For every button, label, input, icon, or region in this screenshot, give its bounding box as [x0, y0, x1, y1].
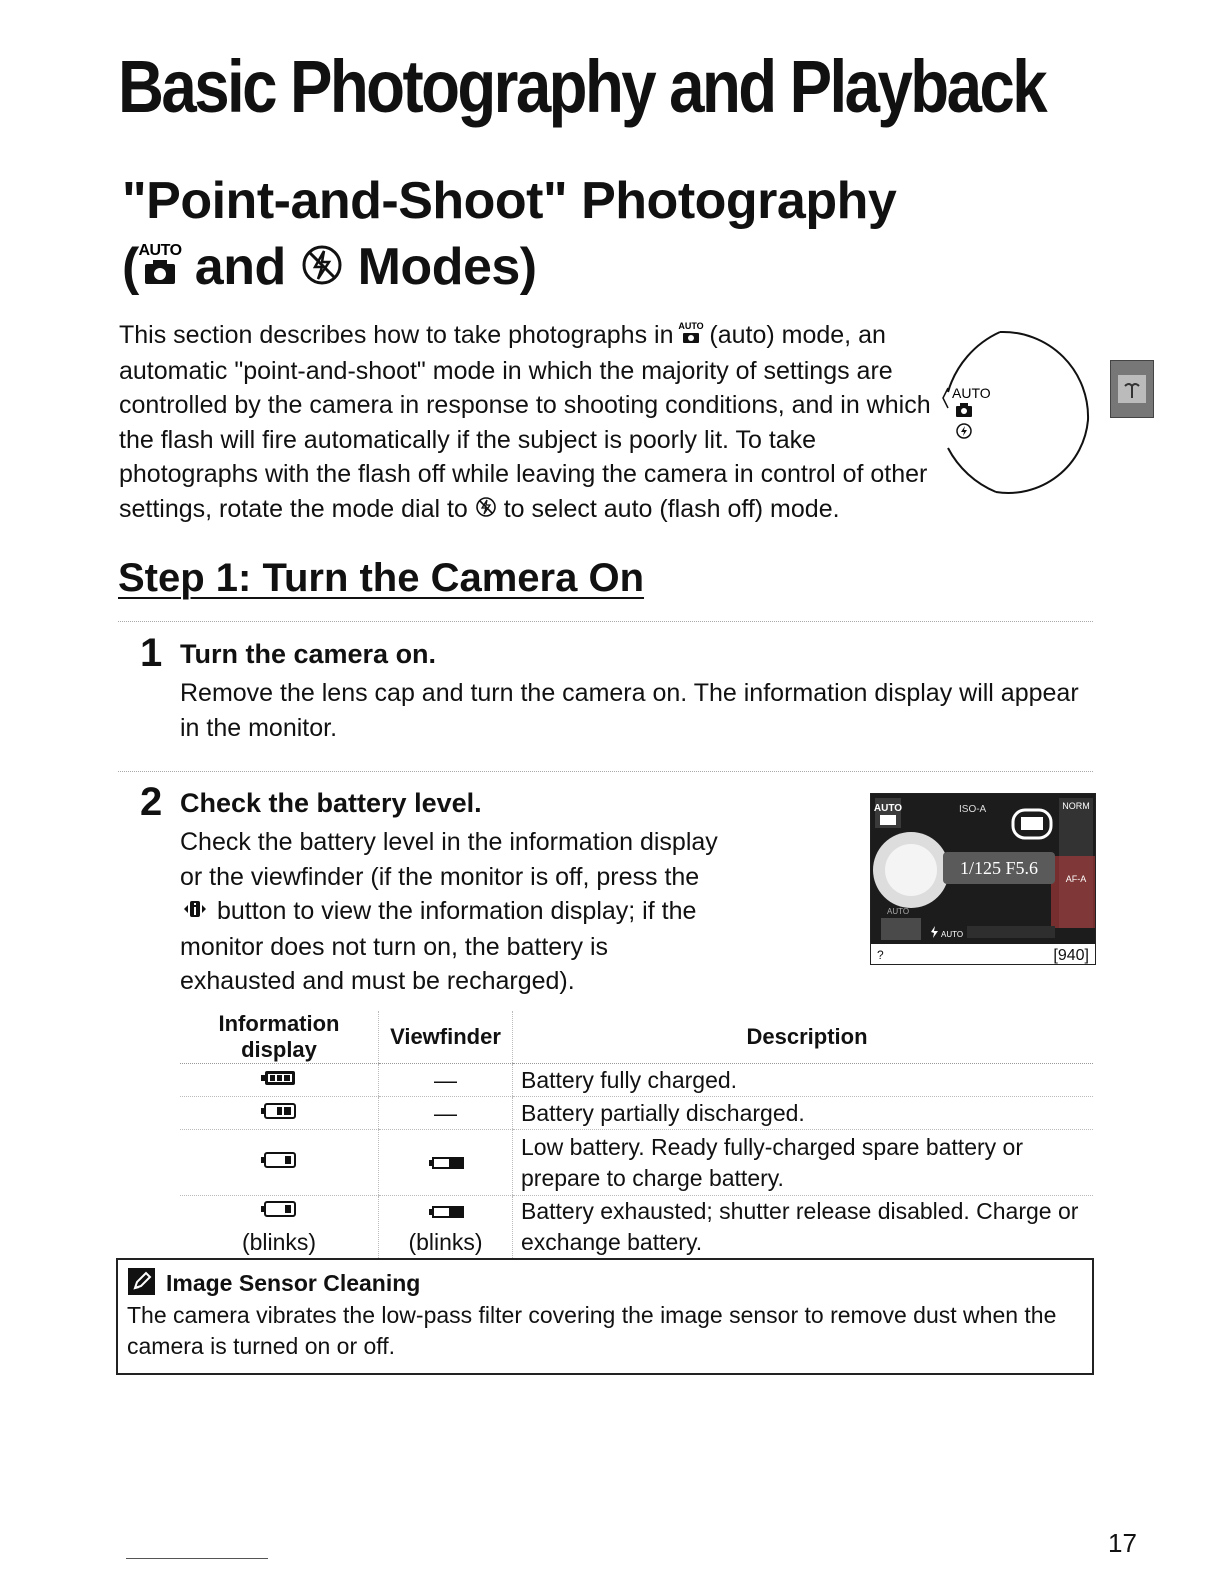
table-header-row [180, 1011, 1093, 1064]
viewfinder-battery-exhausted-icon [427, 1205, 465, 1219]
note-body: The camera vibrates the low-pass filter covering the image sensor to remove dust when the camera is turned on or off. [127, 1302, 1057, 1359]
screen-auto-small: AUTO [887, 907, 910, 916]
flash-off-inline-icon [475, 493, 497, 528]
image-sensor-cleaning-note [116, 1258, 1094, 1375]
table-row [180, 1064, 1093, 1097]
description-cell: Battery exhausted; shutter release disabled. Charge or exchange battery. [513, 1196, 1094, 1259]
header-information-display: Information display [180, 1011, 379, 1064]
flash-off-icon [300, 237, 344, 303]
screen-shutter-aperture: 1/125 F5.6 [959, 858, 1039, 878]
auto-camera-icon [139, 237, 181, 303]
table-row [180, 1196, 1093, 1259]
viewfinder-cell: — [379, 1064, 513, 1097]
mode-dial-illustration [940, 320, 1100, 500]
section-title-line2: ( AUTO and Modes) [122, 234, 896, 303]
battery-exhausted-icon [260, 1199, 298, 1219]
battery-low-icon [260, 1150, 298, 1170]
screen-iso-label: ISO-A [959, 804, 987, 815]
screen-focus-label: AF-A [1065, 874, 1087, 884]
screen-quality-label: NORM [1062, 801, 1090, 811]
screen-frame-count: [940] [1053, 947, 1089, 964]
description-cell: Battery fully charged. [513, 1064, 1094, 1097]
screen-flash-label: AUTO [941, 930, 964, 939]
description-cell: Low battery. Ready fully-charged spare battery or prepare to charge battery. [513, 1130, 1094, 1196]
mode-dial-auto-label: AUTO [952, 385, 991, 401]
divider [118, 771, 1093, 772]
step-number-2: 2 [140, 780, 163, 824]
photo-chapter-icon [1117, 374, 1147, 404]
footer-rule [126, 1558, 268, 1559]
blinks-note: (blinks) [241, 1229, 317, 1255]
divider [118, 621, 1093, 622]
table-row [180, 1097, 1093, 1130]
step-heading: Step 1: Turn the Camera On [118, 556, 645, 600]
viewfinder-cell: — [379, 1097, 513, 1130]
section-title-line1: "Point-and-Shoot" Photography [122, 172, 897, 230]
screen-mode-label: AUTO [873, 803, 903, 814]
step-title-1: Turn the camera on. [180, 639, 437, 669]
information-display-graphic [871, 794, 1095, 964]
pencil-note-icon [128, 1268, 155, 1295]
viewfinder-battery-low-icon [427, 1156, 465, 1170]
battery-full-icon [260, 1068, 298, 1088]
information-display-screen [870, 793, 1096, 965]
step-body-2: Check the battery level in the information display or the viewfinder (if the monitor is off, press the button to view the information display; if the monitor does not turn on, the battery is exhausted and must be recharged). [180, 828, 718, 996]
auto-mode-inline-icon [678, 319, 705, 354]
description-cell: Battery partially discharged. [513, 1097, 1094, 1130]
header-viewfinder: Viewfinder [379, 1011, 513, 1064]
battery-level-table [180, 1011, 1093, 1259]
step-body-1: Remove the lens cap and turn the camera on. The information display will appear in the monitor. [180, 679, 1079, 742]
table-row [180, 1130, 1093, 1196]
battery-partial-icon [260, 1101, 298, 1121]
step-number-1: 1 [140, 631, 163, 675]
screen-help-icon: ? [877, 948, 884, 962]
svg-text:AUTO: AUTO [138, 242, 182, 260]
header-description: Description [513, 1011, 1094, 1064]
chapter-tab-marker [1110, 360, 1154, 418]
svg-text:AUTO: AUTO [678, 321, 705, 332]
chapter-title: Basic Photography and Playback [118, 45, 1046, 128]
page-number: 17 [1108, 1528, 1137, 1558]
intro-paragraph: This section describes how to take photographs in AUTO (auto) mode, an automatic "point-and-shoot" mode in which the majority of settings are controlled by the camera in response to shooting conditions, and in which the flash will fire automatically if the subject is poorly lit. To take photographs with the flash off while leaving the camera in control of other settings, rotate the mode dial to to select auto (flash off) mode. [119, 318, 1094, 527]
blinks-note: (blinks) [408, 1229, 483, 1255]
step-title-2: Check the battery level. [180, 788, 482, 818]
note-title: Image Sensor Cleaning [166, 1270, 421, 1296]
section-title [122, 168, 896, 303]
info-button-icon [180, 895, 210, 930]
